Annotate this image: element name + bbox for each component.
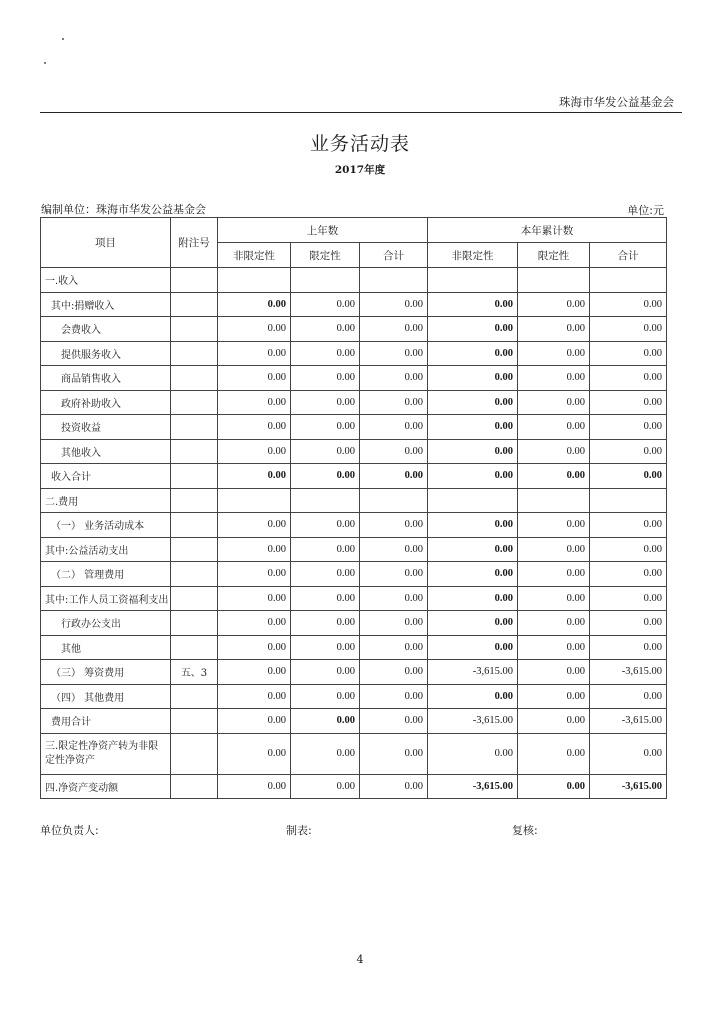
cell-value: 0.00 xyxy=(291,774,360,799)
row-note xyxy=(171,513,218,538)
cell-value: 0.00 xyxy=(428,390,518,415)
cell-value: 0.00 xyxy=(590,586,667,611)
cell-value: 0.00 xyxy=(360,513,428,538)
cell-value xyxy=(518,488,590,513)
cell-value: 0.00 xyxy=(590,733,667,774)
cell-value: -3,615.00 xyxy=(428,774,518,799)
cell-value: 0.00 xyxy=(428,562,518,587)
row-label: 一.收入 xyxy=(41,268,171,293)
cell-value: 0.00 xyxy=(428,586,518,611)
cell-value: 0.00 xyxy=(291,317,360,342)
cell-value: 0.00 xyxy=(291,292,360,317)
cell-value: 0.00 xyxy=(428,292,518,317)
cell-value: -3,615.00 xyxy=(428,709,518,734)
row-label: 三.限定性净资产转为非限定性净资产 xyxy=(41,733,171,774)
cell-value: 0.00 xyxy=(291,439,360,464)
cell-value: 0.00 xyxy=(428,684,518,709)
cell-value xyxy=(360,268,428,293)
cell-value: 0.00 xyxy=(218,684,291,709)
cell-value: 0.00 xyxy=(291,341,360,366)
cell-value: 0.00 xyxy=(291,733,360,774)
cell-value: 0.00 xyxy=(518,586,590,611)
cell-value: 0.00 xyxy=(428,635,518,660)
document-title: 业务活动表 xyxy=(309,133,410,155)
document-year: 2017年度 xyxy=(334,164,386,176)
cell-value: 0.00 xyxy=(360,774,428,799)
cell-value: 0.00 xyxy=(291,366,360,391)
header-sub: 限定性 xyxy=(291,243,360,268)
cell-value: 0.00 xyxy=(590,562,667,587)
table-row xyxy=(41,774,667,799)
cell-value: 0.00 xyxy=(218,709,291,734)
cell-value: 0.00 xyxy=(360,390,428,415)
cell-value: 0.00 xyxy=(218,292,291,317)
cell-value: 0.00 xyxy=(428,733,518,774)
row-note xyxy=(171,390,218,415)
header-curr-year: 本年累计数 xyxy=(428,218,667,243)
cell-value: 0.00 xyxy=(360,660,428,685)
cell-value: 0.00 xyxy=(218,390,291,415)
cell-value: 0.00 xyxy=(590,415,667,440)
cell-value: 0.00 xyxy=(218,660,291,685)
row-label: 四.净资产变动额 xyxy=(41,774,171,799)
table-row xyxy=(41,292,667,317)
cell-value xyxy=(291,488,360,513)
cell-value: 0.00 xyxy=(518,464,590,489)
row-label: （三） 筹资费用 xyxy=(41,660,171,685)
cell-value: 0.00 xyxy=(291,415,360,440)
row-label: （一） 业务活动成本 xyxy=(41,513,171,538)
cell-value: 0.00 xyxy=(360,415,428,440)
table-row xyxy=(41,341,667,366)
header-row-group xyxy=(41,218,667,243)
cell-value: 0.00 xyxy=(360,317,428,342)
table-row xyxy=(41,513,667,538)
cell-value xyxy=(218,268,291,293)
cell-value: 0.00 xyxy=(218,464,291,489)
compiler-label: 编制单位：珠海市华发公益基金会 xyxy=(41,203,206,216)
cell-value: 0.00 xyxy=(590,390,667,415)
row-note xyxy=(171,733,218,774)
row-note xyxy=(171,537,218,562)
cell-value: 0.00 xyxy=(518,513,590,538)
cell-value: 0.00 xyxy=(291,586,360,611)
signature-preparer: 制表: xyxy=(286,824,312,837)
header-sub: 合计 xyxy=(360,243,428,268)
cell-value: 0.00 xyxy=(218,537,291,562)
header-sub: 限定性 xyxy=(518,243,590,268)
cell-value: 0.00 xyxy=(360,562,428,587)
table-row xyxy=(41,733,667,774)
cell-value: 0.00 xyxy=(218,513,291,538)
cell-value: -3,615.00 xyxy=(590,774,667,799)
row-note xyxy=(171,464,218,489)
header-sub: 非限定性 xyxy=(428,243,518,268)
table-row xyxy=(41,709,667,734)
row-note xyxy=(171,709,218,734)
cell-value xyxy=(428,268,518,293)
row-label: 其中:工作人员工资福利支出 xyxy=(41,586,171,611)
cell-value: 0.00 xyxy=(518,684,590,709)
header-rule xyxy=(40,112,682,113)
cell-value: 0.00 xyxy=(360,611,428,636)
cell-value: 0.00 xyxy=(291,464,360,489)
row-label: 收入合计 xyxy=(41,464,171,489)
cell-value: 0.00 xyxy=(291,660,360,685)
cell-value: 0.00 xyxy=(518,317,590,342)
row-label: 其中:公益活动支出 xyxy=(41,537,171,562)
cell-value xyxy=(590,268,667,293)
cell-value: 0.00 xyxy=(218,415,291,440)
cell-value: 0.00 xyxy=(590,464,667,489)
cell-value: 0.00 xyxy=(218,562,291,587)
cell-value: 0.00 xyxy=(518,562,590,587)
row-label: 其他收入 xyxy=(41,439,171,464)
table-row xyxy=(41,488,667,513)
cell-value: 0.00 xyxy=(590,317,667,342)
table-row xyxy=(41,317,667,342)
cell-value: 0.00 xyxy=(428,439,518,464)
cell-value: 0.00 xyxy=(518,660,590,685)
row-label: 提供服务收入 xyxy=(41,341,171,366)
cell-value xyxy=(518,268,590,293)
cell-value: 0.00 xyxy=(291,513,360,538)
table-row xyxy=(41,562,667,587)
table-row xyxy=(41,537,667,562)
table-row xyxy=(41,464,667,489)
cell-value: 0.00 xyxy=(360,733,428,774)
cell-value: 0.00 xyxy=(590,366,667,391)
cell-value: 0.00 xyxy=(291,390,360,415)
cell-value: 0.00 xyxy=(360,684,428,709)
cell-value: 0.00 xyxy=(360,537,428,562)
cell-value: 0.00 xyxy=(590,537,667,562)
org-header: 珠海市华发公益基金会 xyxy=(559,95,674,109)
cell-value: 0.00 xyxy=(518,415,590,440)
cell-value: 0.00 xyxy=(360,292,428,317)
cell-value: 0.00 xyxy=(291,709,360,734)
cell-value: 0.00 xyxy=(291,611,360,636)
cell-value: 0.00 xyxy=(518,774,590,799)
row-note xyxy=(171,341,218,366)
row-label: 政府补助收入 xyxy=(41,390,171,415)
row-note xyxy=(171,415,218,440)
cell-value: 0.00 xyxy=(518,390,590,415)
row-note xyxy=(171,366,218,391)
cell-value: 0.00 xyxy=(360,366,428,391)
row-label: 行政办公支出 xyxy=(41,611,171,636)
header-prev-year: 上年数 xyxy=(218,218,428,243)
row-note xyxy=(171,611,218,636)
cell-value: 0.00 xyxy=(291,537,360,562)
cell-value: 0.00 xyxy=(291,562,360,587)
cell-value xyxy=(291,268,360,293)
table-row xyxy=(41,684,667,709)
cell-value: 0.00 xyxy=(428,537,518,562)
table-row xyxy=(41,660,667,685)
row-note xyxy=(171,635,218,660)
cell-value: 0.00 xyxy=(590,292,667,317)
cell-value xyxy=(360,488,428,513)
row-label: 其他 xyxy=(41,635,171,660)
row-note xyxy=(171,488,218,513)
cell-value: 0.00 xyxy=(428,415,518,440)
cell-value: 0.00 xyxy=(590,684,667,709)
cell-value xyxy=(428,488,518,513)
row-note xyxy=(171,317,218,342)
cell-value: 0.00 xyxy=(360,709,428,734)
cell-value: 0.00 xyxy=(518,537,590,562)
row-note xyxy=(171,774,218,799)
signature-reviewer: 复核: xyxy=(512,824,538,837)
row-note xyxy=(171,268,218,293)
cell-value: 0.00 xyxy=(428,366,518,391)
cell-value: 0.00 xyxy=(218,341,291,366)
row-label: 费用合计 xyxy=(41,709,171,734)
cell-value: 0.00 xyxy=(590,439,667,464)
cell-value: 0.00 xyxy=(590,341,667,366)
cell-value: 0.00 xyxy=(428,513,518,538)
cell-value: -3,615.00 xyxy=(428,660,518,685)
row-note xyxy=(171,684,218,709)
cell-value: 0.00 xyxy=(218,366,291,391)
cell-value: 0.00 xyxy=(360,464,428,489)
header-sub: 合计 xyxy=(590,243,667,268)
cell-value: -3,615.00 xyxy=(590,709,667,734)
table-row xyxy=(41,586,667,611)
cell-value: 0.00 xyxy=(218,774,291,799)
row-label: （二） 管理费用 xyxy=(41,562,171,587)
cell-value: 0.00 xyxy=(518,366,590,391)
cell-value: 0.00 xyxy=(218,611,291,636)
cell-value: 0.00 xyxy=(360,439,428,464)
row-label: 投资收益 xyxy=(41,415,171,440)
cell-value: 0.00 xyxy=(428,464,518,489)
cell-value: 0.00 xyxy=(590,611,667,636)
cell-value: 0.00 xyxy=(218,317,291,342)
scan-speck xyxy=(62,38,64,40)
page-number: 4 xyxy=(356,953,364,966)
cell-value: 0.00 xyxy=(428,317,518,342)
row-note xyxy=(171,562,218,587)
cell-value: 0.00 xyxy=(218,439,291,464)
row-note xyxy=(171,439,218,464)
row-label: 二.费用 xyxy=(41,488,171,513)
row-label: 会费收入 xyxy=(41,317,171,342)
cell-value xyxy=(590,488,667,513)
cell-value: 0.00 xyxy=(218,586,291,611)
cell-value: 0.00 xyxy=(518,439,590,464)
cell-value: 0.00 xyxy=(428,341,518,366)
cell-value: 0.00 xyxy=(518,733,590,774)
header-sub: 非限定性 xyxy=(218,243,291,268)
cell-value: -3,615.00 xyxy=(590,660,667,685)
table-row xyxy=(41,366,667,391)
cell-value: 0.00 xyxy=(590,635,667,660)
header-note: 附注号 xyxy=(171,218,218,268)
header-item: 项目 xyxy=(41,218,171,268)
cell-value: 0.00 xyxy=(218,635,291,660)
cell-value: 0.00 xyxy=(518,292,590,317)
row-note xyxy=(171,586,218,611)
table-row xyxy=(41,390,667,415)
cell-value: 0.00 xyxy=(360,341,428,366)
cell-value: 0.00 xyxy=(218,733,291,774)
row-label: 商品销售收入 xyxy=(41,366,171,391)
cell-value: 0.00 xyxy=(518,341,590,366)
table-row xyxy=(41,635,667,660)
cell-value: 0.00 xyxy=(360,635,428,660)
row-note xyxy=(171,292,218,317)
activity-statement-table xyxy=(40,217,667,799)
cell-value: 0.00 xyxy=(291,635,360,660)
cell-value: 0.00 xyxy=(428,611,518,636)
unit-label: 单位:元 xyxy=(627,204,664,217)
table-row xyxy=(41,611,667,636)
cell-value: 0.00 xyxy=(590,513,667,538)
cell-value: 0.00 xyxy=(518,709,590,734)
row-label: （四） 其他费用 xyxy=(41,684,171,709)
cell-value: 0.00 xyxy=(518,635,590,660)
table-row xyxy=(41,439,667,464)
cell-value: 0.00 xyxy=(360,586,428,611)
cell-value: 0.00 xyxy=(518,611,590,636)
table-row xyxy=(41,415,667,440)
table-row xyxy=(41,268,667,293)
row-note: 五、3 xyxy=(171,660,218,685)
cell-value xyxy=(218,488,291,513)
cell-value: 0.00 xyxy=(291,684,360,709)
scan-speck xyxy=(44,62,46,64)
row-label: 其中:捐赠收入 xyxy=(41,292,171,317)
signature-responsible: 单位负责人: xyxy=(40,824,99,837)
